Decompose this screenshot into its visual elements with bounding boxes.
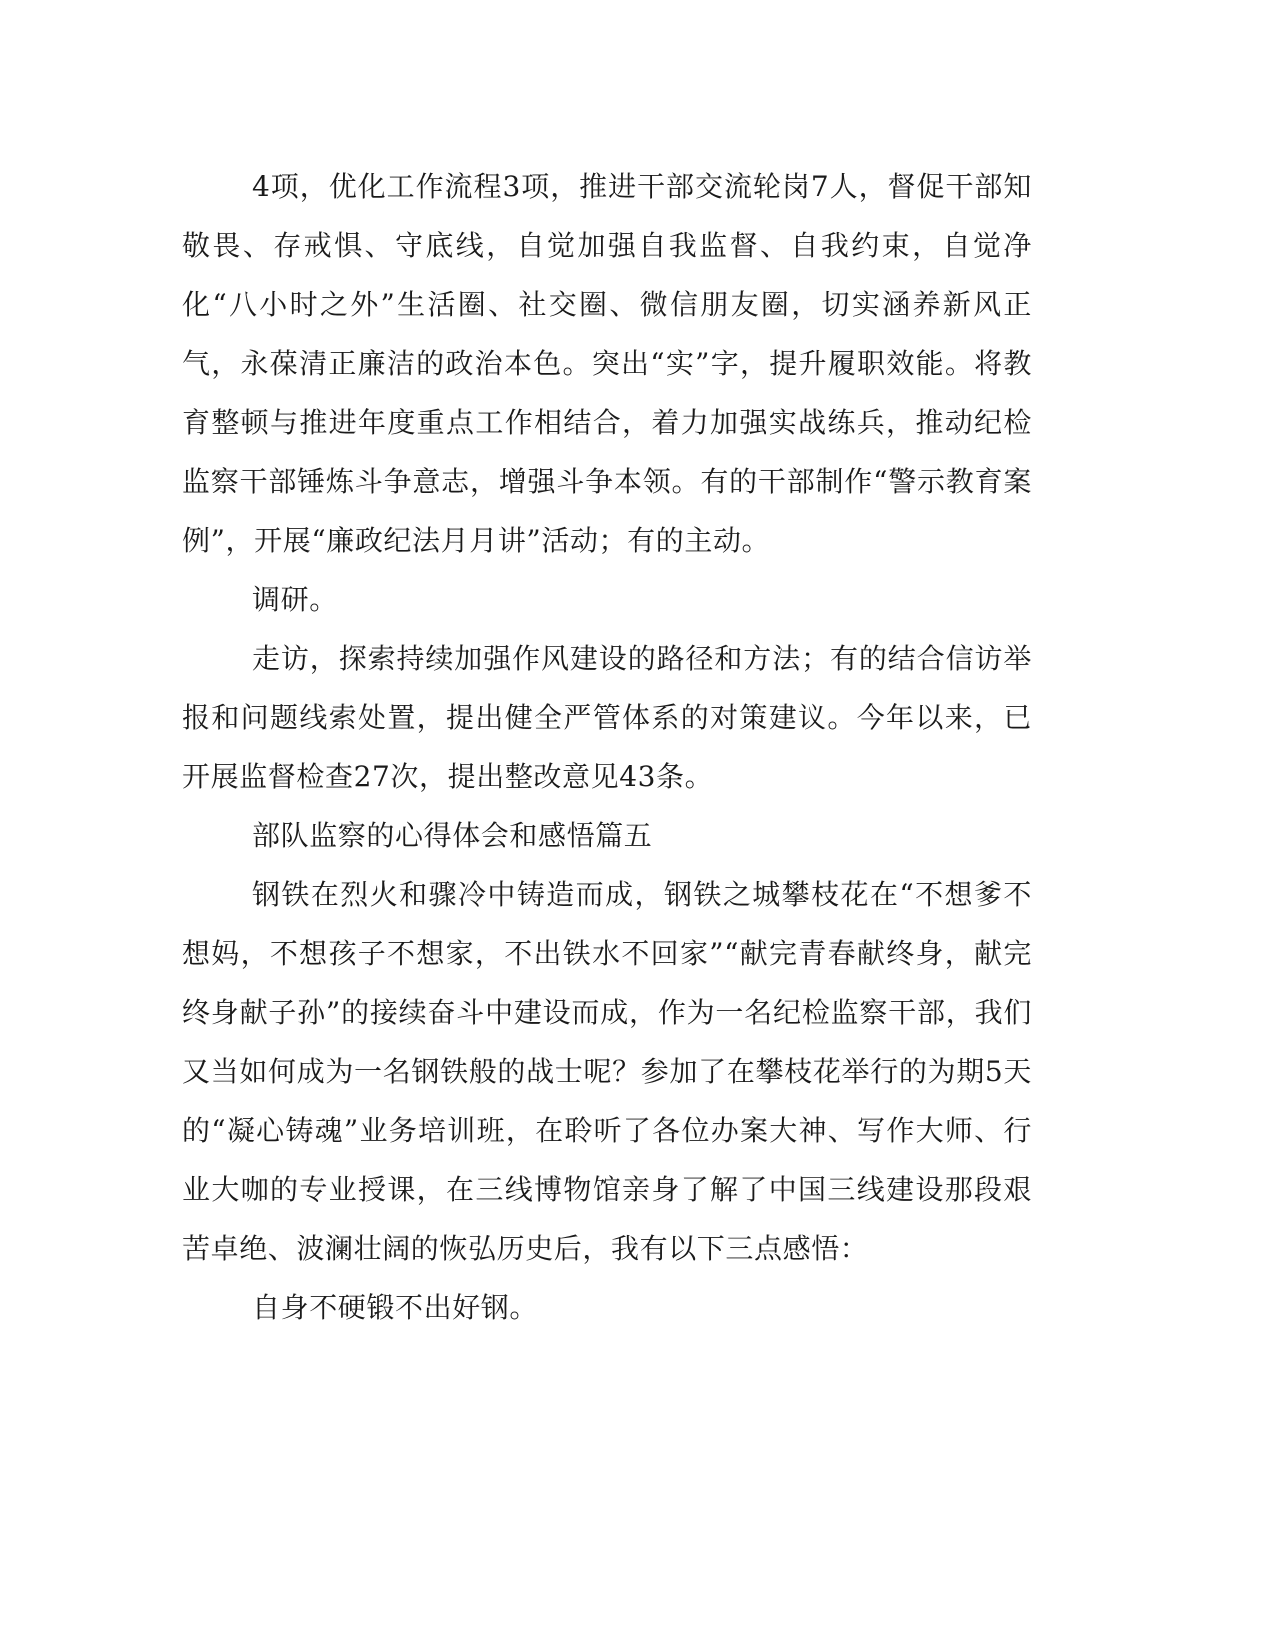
section-heading: 部队监察的心得体会和感悟篇五 (252, 819, 653, 852)
paragraph-3: 走访，探索持续加强作风建设的路径和方法；有的结合信访举报和问题线索处置，提出健全严管体系的对策建议。今年以来，已开展监督检查27次，提出整改意见43条。 (182, 642, 1032, 793)
paragraph-2: 调研。 (252, 583, 338, 616)
document-body (182, 157, 1032, 1337)
paragraph-6: 自身不硬锻不出好钢。 (252, 1291, 539, 1324)
paragraph-5: 钢铁在烈火和骤冷中铸造而成，钢铁之城攀枝花在“不想爹不想妈，不想孩子不想家，不出铁水不回家”“献完青春献终身，献完终身献子孙”的接续奋斗中建设而成，作为一名纪检监察干部，我们又当如何成为一名钢铁般的战士呢？参加了在攀枝花举行的为期5天的“凝心铸魂”业务培训班，在聆听了各位办案大神、写作大师、行业大咖的专业授课，在三线博物馆亲身了解了中国三线建设那段艰苦卓绝、波澜壮阔的恢弘历史后，我有以下三点感悟： (182, 878, 1032, 1265)
paragraph-1: 4项，优化工作流程3项，推进干部交流轮岗7人，督促干部知敬畏、存戒惧、守底线，自觉加强自我监督、自我约束，自觉净化“八小时之外”生活圈、社交圈、微信朋友圈，切实涵养新风正气，永葆清正廉洁的政治本色。突出“实”字，提升履职效能。将教育整顿与推进年度重点工作相结合，着力加强实战练兵，推动纪检监察干部锤炼斗争意志，增强斗争本领。有的干部制作“警示教育案例”，开展“廉政纪法月月讲”活动；有的主动。 (182, 170, 1032, 557)
